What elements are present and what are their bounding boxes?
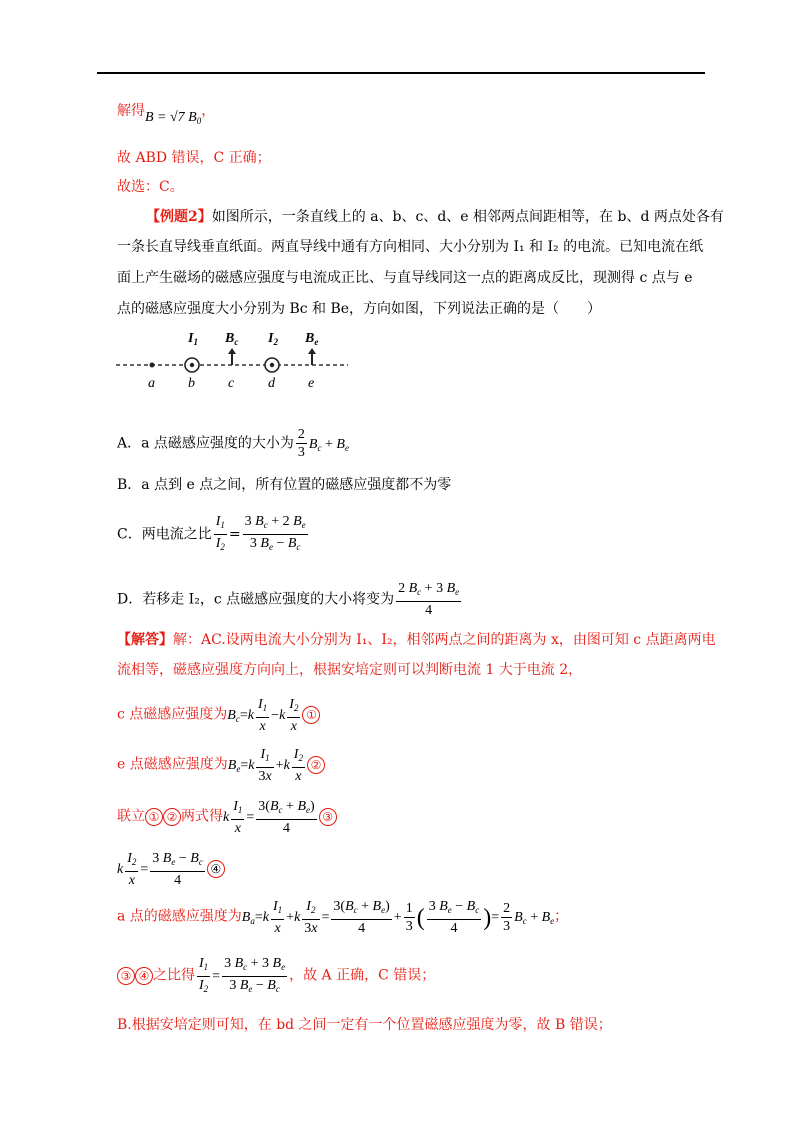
- label-I2: [267, 331, 278, 347]
- frac-num: $I_1$: [271, 898, 284, 920]
- equation-4: [117, 850, 225, 889]
- question-line-3: 面上产生磁场的磁感应强度与电流成正比、与直导线同这一点的距离成反比，现测得 c 点与 e: [117, 270, 693, 286]
- frac: [150, 850, 205, 889]
- frac-num: $I_2$: [125, 850, 138, 872]
- frac: [222, 955, 287, 998]
- wire-diagram: [116, 327, 356, 391]
- frac-num: 1: [405, 901, 413, 916]
- label-I2-sub: 2: [273, 337, 278, 347]
- circled-1: ①: [302, 706, 320, 724]
- frac: [292, 746, 305, 785]
- frac: [256, 798, 316, 837]
- option-b: B．a 点到 e 点之间，所有位置的磁感应强度都不为零: [117, 477, 452, 493]
- frac-den: 3 $B_e - B_c$: [229, 978, 280, 994]
- circled-2-ref: ②: [163, 808, 181, 826]
- frac: [302, 898, 319, 937]
- frac-den: 3 $B_e - B_c$: [249, 536, 301, 552]
- conclusion-line: 故 ABD 错误，C 正确；: [117, 150, 271, 166]
- frac-num: $3(B_c + B_e)$: [256, 798, 316, 820]
- frac: [287, 696, 300, 735]
- frac-num: $3(B_c + B_e)$: [331, 898, 391, 920]
- point-label-e: e: [308, 376, 315, 391]
- eq3-formula: k $\frac{I_1}{x}$ = $\frac{3(B_c + B_e)}{4}$: [223, 799, 315, 836]
- question-line-2: 一条长直导线垂直纸面。两直导线中通有方向相同、大小分别为 I₁ 和 I₂ 的电流。已知电流在纸: [117, 239, 704, 255]
- equation-6: [117, 955, 435, 998]
- frac-den: x: [295, 769, 302, 784]
- result-formula-main: B = √7 B: [145, 110, 197, 125]
- result-formula: [145, 110, 201, 125]
- eq1-formula: $B_c=k$ $\frac{I_1}{x}$ −k $\frac{I_2}{x}$: [227, 697, 299, 734]
- circled-2: ②: [307, 756, 325, 774]
- frac-num: $I_2$: [302, 898, 319, 920]
- option-a-text: A．a 点磁感应强度的大小为: [117, 435, 294, 452]
- frac-num: $I_1$: [256, 746, 273, 768]
- frac-den: x: [128, 873, 135, 888]
- frac-den: 4: [282, 821, 290, 836]
- answer-b-line: B.根据安培定则可知，在 bd 之间一定有一个位置磁感应强度为零，故 B 错误；: [117, 1017, 612, 1033]
- frac-den: x: [259, 719, 266, 734]
- frac: [256, 746, 273, 785]
- eq6-mid: 之比得: [153, 967, 195, 984]
- option-c-fraction: [243, 513, 308, 556]
- frac-den: 3x: [258, 769, 272, 784]
- label-Be-sub: e: [314, 337, 319, 347]
- example-label: 【例题2】: [146, 209, 212, 225]
- frac-num: 2: [297, 427, 305, 442]
- label-I1-sub: 1: [193, 337, 198, 347]
- frac: [231, 798, 244, 837]
- label-Bc: [224, 331, 238, 347]
- frac-den: x: [274, 921, 281, 936]
- eq2-formula: $B_e=k$ $\frac{I_1}{3x}$ +k $\frac{I_2}{x}$: [227, 747, 303, 784]
- answer-label: 【解答】: [117, 632, 173, 648]
- label-I1-main: I: [188, 331, 194, 346]
- point-label-a: a: [148, 376, 155, 391]
- equation-1: [117, 696, 320, 735]
- eq3-prefix: 联立: [117, 808, 145, 825]
- circled-3-ref: ③: [117, 967, 135, 985]
- option-a: [117, 426, 349, 461]
- frac-num: 3 $B_c + 3$ $B_e$: [222, 955, 287, 977]
- option-c-ratio: [214, 513, 227, 556]
- frac-num: $I_1$: [256, 696, 269, 718]
- frac: [197, 955, 210, 998]
- label-Be: [304, 331, 318, 347]
- point-label-d: d: [268, 376, 275, 391]
- frac-den: 3x: [304, 921, 318, 936]
- eq6-suffix: ，故 A 正确，C 错误；: [289, 967, 436, 984]
- equation-2: [117, 746, 325, 785]
- option-a-formula: $B_c + B_e$: [308, 436, 349, 453]
- question-text-1: 如图所示，一条直线上的 a、b、c、d、e 相邻两点间距相等，在 b、d 两点处各有: [211, 209, 724, 225]
- frac: [331, 898, 391, 937]
- frac: [501, 900, 512, 935]
- label-I1: [187, 331, 198, 347]
- eq1-prefix: c 点磁感应强度为: [117, 706, 228, 723]
- frac: [125, 850, 138, 889]
- question-line-4: 点的磁感应强度大小分别为 Bc 和 Be，方向如图，下列说法正确的是（ ）: [117, 301, 602, 317]
- frac-den: 3: [503, 919, 511, 934]
- question-line-1: [146, 207, 724, 227]
- point-a-dot: [150, 363, 155, 368]
- option-c-text: C．两电流之比: [117, 526, 212, 543]
- choice-line: 故选：C。: [117, 179, 184, 195]
- header-rule: [97, 72, 705, 74]
- point-label-b: b: [188, 376, 195, 391]
- frac: [404, 900, 415, 935]
- arrow-c-head-icon: [228, 348, 236, 354]
- equation-5: [117, 898, 568, 937]
- circled-4-ref: ④: [135, 967, 153, 985]
- frac-num: 3 $B_e - B_c$: [427, 898, 482, 920]
- frac: [271, 898, 284, 937]
- option-d: [117, 580, 463, 619]
- frac-num: $I_1$: [214, 513, 227, 535]
- frac-den: x: [290, 719, 297, 734]
- option-d-fraction: [396, 580, 461, 619]
- eq3-mid: 两式得: [181, 808, 223, 825]
- frac-den: $I_2$: [199, 978, 209, 994]
- frac-num: $I_2$: [292, 746, 305, 768]
- label-Bc-sub: c: [234, 337, 239, 347]
- eq5-prefix: a 点的磁感应强度为: [117, 908, 242, 925]
- frac-den: 3: [405, 919, 413, 934]
- result-suffix: ，: [201, 103, 216, 119]
- frac: [256, 696, 269, 735]
- result-prefix: 解得: [117, 103, 145, 119]
- point-label-c: c: [228, 376, 235, 391]
- eq2-prefix: e 点磁感应强度为: [117, 756, 228, 773]
- option-d-text: D．若移走 I₂，c 点磁感应强度的大小将变为: [117, 591, 395, 608]
- frac-num: 3 $B_e - B_c$: [150, 850, 205, 872]
- frac-den: 4: [450, 921, 458, 936]
- eq4-formula: k $\frac{I_2}{x}$ = $\frac{3 B_e - B_c}{4}$: [117, 851, 203, 888]
- eq5-suffix: ；: [554, 908, 569, 925]
- frac-num: $I_2$: [287, 696, 300, 718]
- frac-den: 3: [297, 445, 305, 460]
- circled-4: ④: [207, 860, 225, 878]
- frac-num: 2: [503, 901, 511, 916]
- eq6-formula: $\frac{I_1}{I_2}$ = $\frac{3 B_c + 3 B_e}{3 B_e - B_c}$: [195, 969, 289, 984]
- frac-den: 4: [358, 921, 366, 936]
- frac-num: 3 $B_c + 2$ $B_e$: [243, 513, 308, 535]
- result-line: [117, 101, 215, 125]
- frac-num: $I_1$: [231, 798, 244, 820]
- wire-b-dot: [190, 363, 194, 367]
- answer-line-1: [117, 630, 716, 650]
- eq5-formula: $B_a=k$ $\frac{I_1}{x}$ +k $\frac{I_2}{3x}$ = $\frac{3(B_c + B_e)}{4}$ + $\frac{1}{3}$ ( $\frac{3 B_e - B_c}{4}$ )= $\frac{2}{3}$ $B_c + B_e$: [241, 899, 555, 936]
- frac: [427, 898, 482, 937]
- frac-den: 4: [425, 603, 433, 618]
- frac-den: x: [234, 821, 241, 836]
- circled-1-ref: ①: [145, 808, 163, 826]
- option-a-fraction: [296, 426, 307, 461]
- frac-num: 2 $B_c + 3$ $B_e$: [396, 580, 461, 602]
- frac-num: $I_1$: [197, 955, 210, 977]
- frac-den: $I_2$: [215, 536, 225, 552]
- label-I2-main: I: [268, 331, 274, 346]
- circled-3: ③: [319, 808, 337, 826]
- answer-text-1: 解：AC.设两电流大小分别为 I₁、I₂，相邻两点之间的距离为 x，由图可知 c 点距离两电: [173, 632, 716, 648]
- result-formula-sub: 0: [196, 116, 202, 126]
- answer-line-2: 流相等，磁感应强度方向向上，根据安培定则可以判断电流 1 大于电流 2，: [117, 662, 583, 678]
- arrow-e-head-icon: [308, 348, 316, 354]
- option-c: C．两电流之比 $\frac{I_1}{I_2}$ = $\frac{3 B_c + 2 B_e}{3 B_e - B_c}$: [117, 513, 310, 556]
- wire-d-dot: [270, 363, 274, 367]
- label-Be-main: B: [305, 331, 315, 346]
- label-Bc-main: B: [225, 331, 235, 346]
- equation-3: [117, 798, 337, 837]
- frac-den: 4: [174, 873, 182, 888]
